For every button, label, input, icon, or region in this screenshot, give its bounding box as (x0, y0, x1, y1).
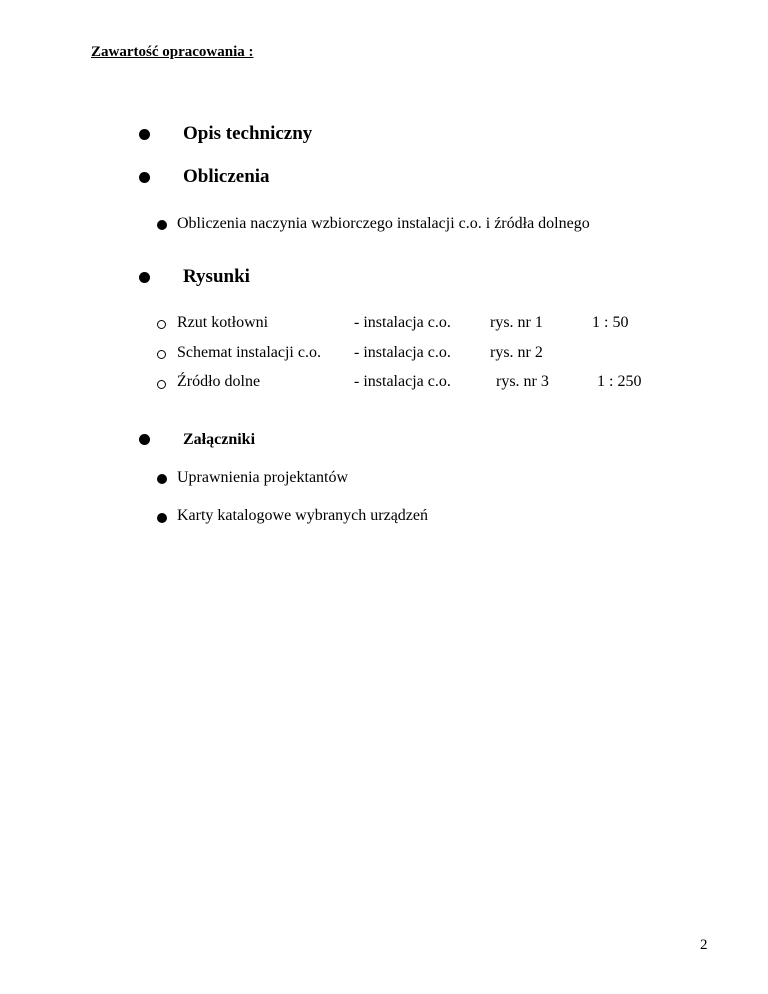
list-item-zalacznik: Uprawnienia projektantów (177, 469, 349, 486)
circle-bullet-icon (157, 320, 166, 329)
bullet-icon (139, 129, 150, 140)
section-title-obliczenia: Obliczenia (183, 166, 270, 187)
drawing-type: - instalacja c.o. (354, 314, 451, 331)
bullet-icon (157, 474, 167, 484)
list-item-obliczenia: Obliczenia naczynia wzbiorczego instalacji c.o. i źródła dolnego (177, 215, 590, 232)
drawing-name: Rzut kotłowni (177, 314, 269, 331)
drawing-number: rys. nr 2 (490, 344, 543, 361)
bullet-icon (139, 272, 150, 283)
drawing-name: Źródło dolne (177, 373, 261, 390)
section-title-zalaczniki: Załączniki (183, 431, 256, 448)
bullet-icon (157, 220, 167, 230)
drawing-name: Schemat instalacji c.o. (177, 344, 321, 361)
drawing-scale: 1 : 250 (597, 373, 642, 390)
list-item-zalacznik: Karty katalogowe wybranych urządzeń (177, 507, 428, 524)
drawing-type: - instalacja c.o. (354, 373, 451, 390)
drawing-number: rys. nr 1 (490, 314, 543, 331)
drawing-scale: 1 : 50 (592, 314, 629, 331)
page-number: 2 (700, 937, 708, 953)
section-title-opis: Opis techniczny (183, 123, 313, 144)
circle-bullet-icon (157, 380, 166, 389)
bullet-icon (157, 513, 167, 523)
document-heading: Zawartość opracowania : (91, 44, 254, 60)
bullet-icon (139, 434, 150, 445)
drawing-number: rys. nr 3 (496, 373, 549, 390)
bullet-icon (139, 172, 150, 183)
section-title-rysunki: Rysunki (183, 266, 250, 287)
drawing-type: - instalacja c.o. (354, 344, 451, 361)
circle-bullet-icon (157, 350, 166, 359)
